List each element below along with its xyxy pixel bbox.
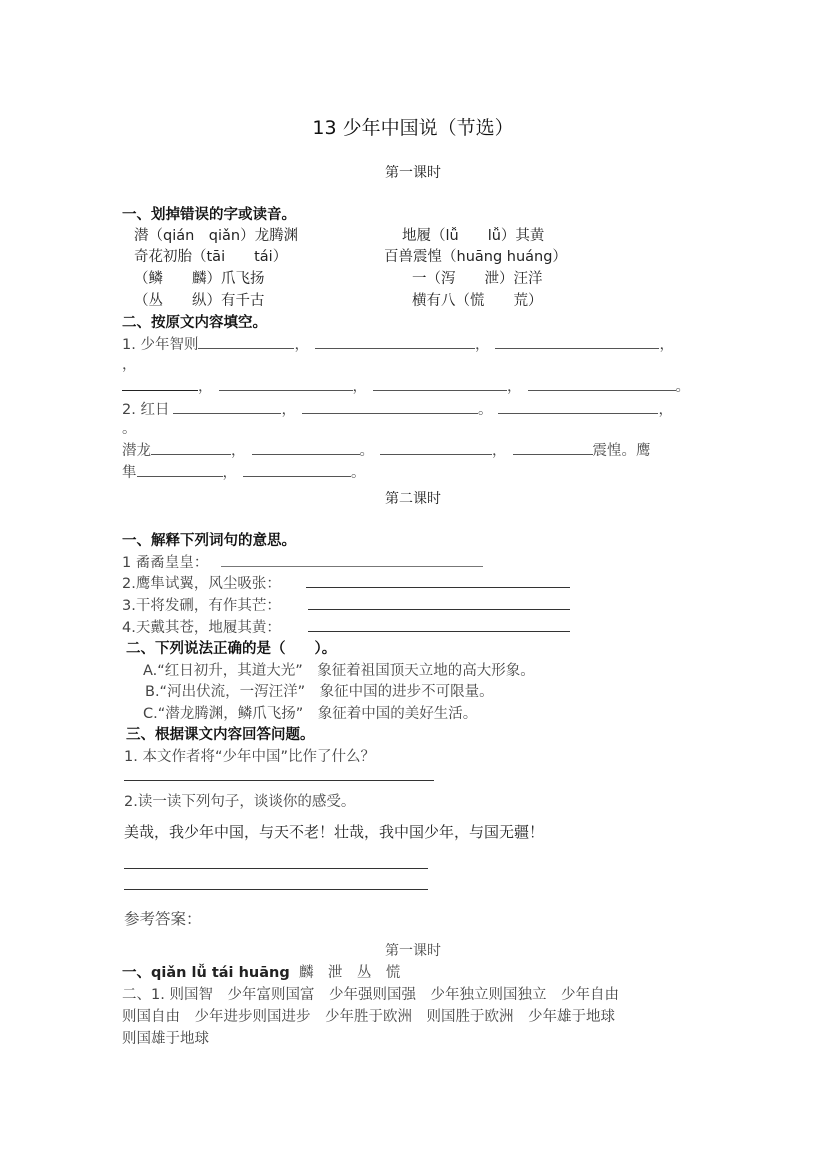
punct: ， bbox=[352, 379, 367, 395]
answer-pinyin: qiǎn lǚ tái huāng bbox=[151, 965, 290, 981]
answer-1 bbox=[122, 961, 400, 982]
lesson1-heading: 第一课时 bbox=[385, 165, 441, 181]
item: 1 矞矞皇皇： bbox=[122, 555, 209, 571]
answer-chars: 麟 泄 丛 慌 bbox=[298, 965, 401, 981]
lesson2-heading: 第二课时 bbox=[385, 491, 441, 507]
blank[interactable] bbox=[495, 335, 659, 349]
option-c[interactable]: C.“潜龙腾渊，鳞爪飞扬” 象征着中国的美好生活。 bbox=[143, 706, 478, 722]
blank[interactable] bbox=[380, 441, 492, 455]
item: 奇花初胎（tāi tái） bbox=[134, 249, 288, 265]
item: 4.天戴其苍，地履其黄： bbox=[122, 620, 281, 636]
blank[interactable] bbox=[252, 441, 360, 455]
punct: 。 bbox=[477, 402, 493, 418]
blank[interactable] bbox=[513, 441, 593, 455]
section-title: 一、划掉错误的字或读音。 bbox=[122, 207, 296, 223]
answer-line[interactable] bbox=[124, 889, 428, 890]
blank[interactable] bbox=[498, 400, 658, 414]
item: （鳞 麟）爪飞扬 bbox=[134, 271, 265, 287]
fill-line-2 bbox=[122, 375, 690, 396]
punct: ， bbox=[122, 357, 137, 373]
punct: 。 bbox=[359, 443, 374, 459]
section-title: 三、根据课文内容回答问题。 bbox=[126, 727, 315, 743]
fill-line-4 bbox=[122, 439, 651, 460]
fill-line-3 bbox=[122, 398, 673, 419]
answers-label: 参考答案： bbox=[124, 910, 202, 928]
punct: ， bbox=[198, 379, 213, 395]
blank[interactable] bbox=[173, 400, 281, 414]
item: 百兽震惶（huāng huáng） bbox=[384, 249, 567, 265]
item: （丛 纵）有千古 bbox=[134, 293, 265, 309]
item: 2.鹰隼试翼，风尘吸张： bbox=[122, 576, 281, 592]
blank[interactable] bbox=[528, 377, 676, 391]
punct: ， bbox=[222, 465, 237, 481]
punct: ， bbox=[281, 402, 296, 418]
punct: ， bbox=[507, 379, 522, 395]
blank[interactable] bbox=[302, 400, 478, 414]
answer-2-line: 则国雄于地球 bbox=[122, 1031, 209, 1047]
section-title: 一、解释下列词句的意思。 bbox=[122, 533, 296, 549]
answer-prefix: 一、 bbox=[122, 965, 151, 981]
punct: 。 bbox=[122, 421, 137, 437]
punct: ， bbox=[659, 337, 674, 353]
answer-line[interactable] bbox=[124, 868, 428, 869]
item: 3.干将发硎，有作其芒： bbox=[122, 598, 281, 614]
answer-line[interactable] bbox=[306, 587, 570, 588]
blank[interactable] bbox=[373, 377, 507, 391]
option-b[interactable]: B.“河出伏流，一泻汪洋” 象征中国的进步不可限量。 bbox=[145, 684, 494, 700]
fill-line-1 bbox=[122, 333, 674, 354]
punct: ， bbox=[492, 443, 507, 459]
quote: 美哉，我少年中国，与天不老！壮哉，我中国少年，与国无疆！ bbox=[124, 823, 545, 841]
answer-line[interactable] bbox=[308, 609, 570, 610]
section-title: 二、按原文内容填空。 bbox=[122, 315, 267, 331]
punct: 。 bbox=[675, 379, 690, 395]
answer-line[interactable] bbox=[221, 566, 483, 567]
blank[interactable] bbox=[151, 441, 231, 455]
punct: 。 bbox=[351, 465, 366, 481]
prompt: 1. 少年智则 bbox=[122, 337, 199, 353]
answer-line[interactable] bbox=[124, 780, 434, 781]
item: 横有八（慌 荒） bbox=[412, 293, 543, 309]
item: 一（泻 泄）汪洋 bbox=[412, 271, 543, 287]
punct: ， bbox=[658, 402, 673, 418]
answers-heading: 第一课时 bbox=[385, 943, 441, 959]
punct: ， bbox=[474, 337, 490, 353]
punct: ， bbox=[231, 443, 246, 459]
item: 地履（lǚ lǚ）其黄 bbox=[402, 228, 545, 244]
question: 2.读一读下列句子，谈谈你的感受。 bbox=[124, 794, 356, 810]
prompt: 隼 bbox=[122, 465, 137, 481]
prompt: 潜龙 bbox=[122, 443, 151, 459]
blank[interactable] bbox=[315, 335, 475, 349]
blank[interactable] bbox=[243, 463, 351, 477]
page-title: 13 少年中国说（节选） bbox=[312, 117, 514, 139]
question: 1. 本文作者将“少年中国”比作了什么？ bbox=[124, 749, 375, 765]
prompt: 震惶。鹰 bbox=[592, 443, 651, 459]
answer-line[interactable] bbox=[308, 631, 570, 632]
option-a[interactable]: A.“红日初升，其道大光” 象征着祖国顶天立地的高大形象。 bbox=[143, 663, 535, 679]
blank[interactable] bbox=[198, 335, 294, 349]
section-title: 二、下列说法正确的是（ ）。 bbox=[126, 641, 337, 657]
blank[interactable] bbox=[137, 463, 223, 477]
fill-line-5 bbox=[122, 461, 366, 482]
item: 潜（qián qiǎn）龙腾渊 bbox=[134, 228, 299, 244]
prompt: 2. 红日 bbox=[122, 402, 170, 418]
answer-2-line: 二、1. 则国智 少年富则国富 少年强则国强 少年独立则国独立 少年自由 bbox=[122, 987, 619, 1003]
blank[interactable] bbox=[219, 377, 353, 391]
answer-2-line: 则国自由 少年进步则国进步 少年胜于欧洲 则国胜于欧洲 少年雄于地球 bbox=[122, 1009, 615, 1025]
blank[interactable] bbox=[122, 377, 198, 391]
punct: ， bbox=[294, 337, 309, 353]
